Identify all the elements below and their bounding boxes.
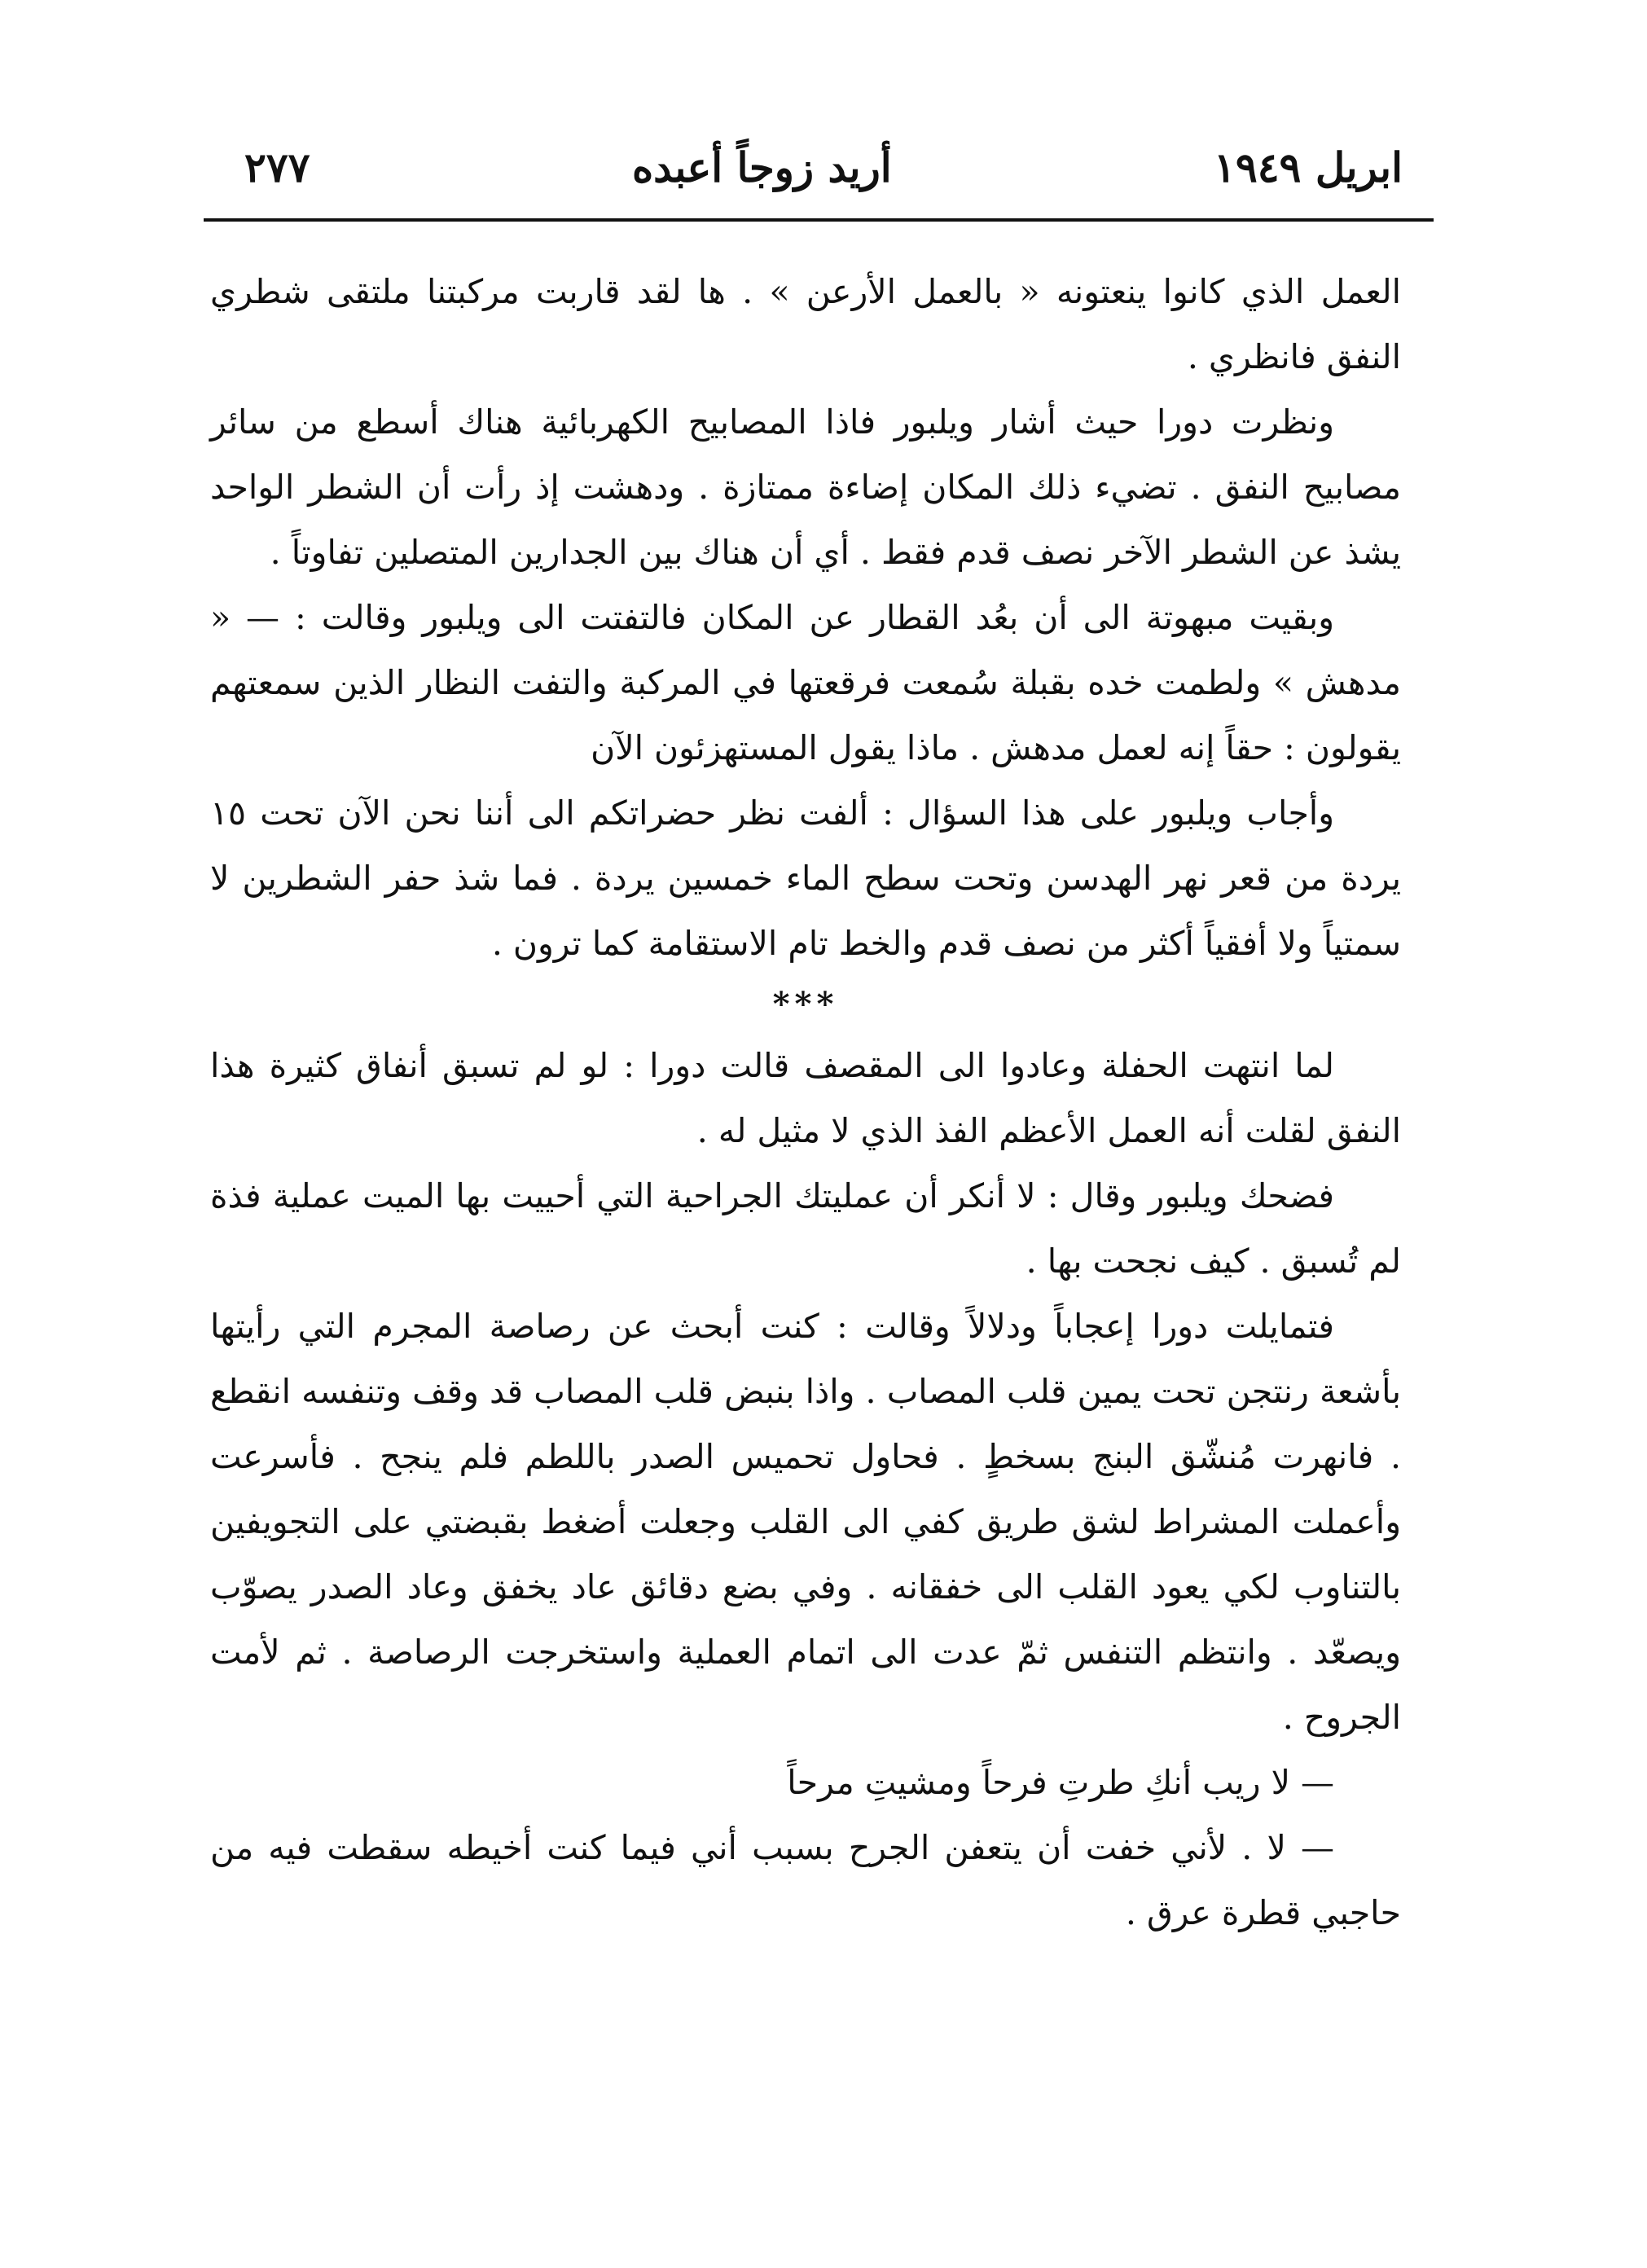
paragraph: ونظرت دورا حيث أشار ويلبور فاذا المصابيح الكهربائية هناك أسطع من سائر مصابيح النفق . تضيء ذلك المكان إضاءة ممتازة . ودهشت إذ رأت أن الشطر الواحد يشذ عن الشطر الآخر نصف قدم فقط . أي أن هناك بين الجدارين المتصلين تفاوتاً . — [210, 402, 1401, 572]
paragraph: لما انتهت الحفلة وعادوا الى المقصف قالت دورا : لو لم تسبق أنفاق كثيرة هذا النفق لقلت أنه العمل الأعظم الفذ الذي لا مثيل له . — [210, 1046, 1401, 1150]
section-separator: *** — [772, 985, 839, 1023]
chapter-title: أريد زوجاً أعبده — [631, 143, 892, 191]
header-rule — [204, 218, 1434, 222]
page-number: ٢٧٧ — [244, 143, 310, 191]
dialog-line: — لا . لأني خفت أن يتعفن الجرح بسبب أني فيما كنت أخيطه سقطت فيه من حاجبي قطرة عرق . — [210, 1828, 1401, 1932]
dialog-line: — لا ريب أنكِ طرتِ فرحاً ومشيتِ مرحاً — [787, 1763, 1334, 1802]
paragraph: العمل الذي كانوا ينعتونه « بالعمل الأرعن » . ها لقد قاربت مركبتنا ملتقى شطري النفق فانظري . — [210, 272, 1401, 376]
page-header — [244, 130, 1403, 204]
header-date: ابريل ١٩٤٩ — [1213, 143, 1403, 191]
paragraph: وأجاب ويلبور على هذا السؤال : ألفت نظر حضراتكم الى أننا نحن الآن تحت ١٥ يردة من قعر نهر الهدسن وتحت سطح الماء خمسين يردة . فما شذ حفر الشطرين لا سمتياً ولا أفقياً أكثر من نصف قدم والخط تام الاستقامة كما ترون . — [210, 793, 1401, 963]
paragraph: فتمايلت دورا إعجاباً ودلالاً وقالت : كنت أبحث عن رصاصة المجرم التي رأيتها بأشعة رنتجن تحت يمين قلب المصاب . واذا بنبض قلب المصاب قد وقف وتنفسه انقطع . فانهرت مُنشّق البنج بسخطٍ . فحاول تحميس الصدر باللطم فلم ينجح . فأسرعت وأعملت المشراط لشق طريق كفي الى القلب وجعلت أضغط بقبضتي على التجويفين بالتناوب لكي يعود القلب الى خفقانه . وفي بضع دقائق عاد يخفق وعاد الصدر يصوّب ويصعّد . وانتظم التنفس ثمّ عدت الى اتمام العملية واستخرجت الرصاصة . ثم لأمت الجروح . — [210, 1307, 1401, 1737]
paragraph: فضحك ويلبور وقال : لا أنكر أن عمليتك الجراحية التي أحييت بها الميت عملية فذة لم تُسبق . كيف نجحت بها . — [210, 1176, 1401, 1281]
paragraph: وبقيت مبهوتة الى أن بعُد القطار عن المكان فالتفتت الى ويلبور وقالت : — « مدهش » ولطمت خده بقبلة سُمعت فرقعتها في المركبة والتفت النظار الذين سمعتهم يقولون : حقاً إنه لعمل مدهش . ماذا يقول المستهزئون الآن — [210, 598, 1401, 767]
body-text — [210, 259, 1401, 1945]
